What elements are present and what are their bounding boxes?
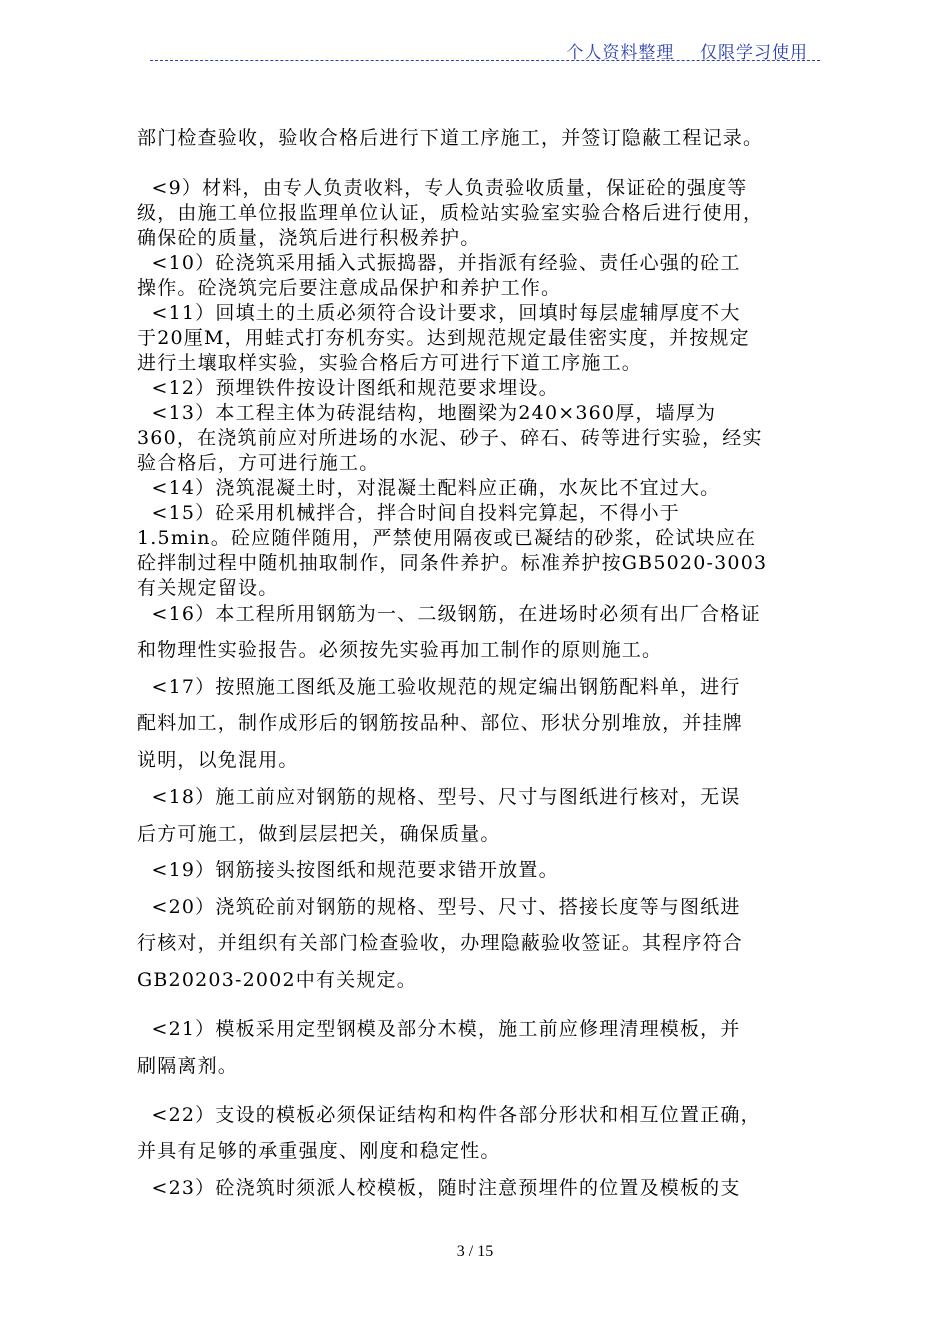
paragraph-line: 1.5min。砼应随伴随用，严禁使用隔夜或已凝结的砂浆，砼试块应在 [137, 527, 757, 549]
paragraph-line: 操作。砼浇筑完后要注意成品保护和养护工作。 [137, 277, 562, 299]
paragraph-line: <23）砼浇筑时须派人校模板，随时注意预埋件的位置及模板的支 [137, 1177, 741, 1199]
paragraph-line: <14）浇筑混凝土时，对混凝土配料应正确，水灰比不宜过大。 [137, 477, 721, 499]
paragraph-line: 砼拌制过程中随机抽取制作，同条件养护。标准养护按GB5020-3003 [137, 552, 768, 574]
paragraph-line: <18）施工前应对钢筋的规格、型号、尺寸与图纸进行核对，无误 [137, 786, 741, 808]
paragraph-line: 刷隔离剂。 [137, 1055, 239, 1077]
paragraph-line: 于20厘M，用蛙式打夯机夯实。达到规范规定最佳密实度，并按规定 [137, 327, 750, 349]
paragraph-line: 确保砼的质量，浇筑后进行积极养护。 [137, 227, 481, 249]
paragraph-line: <21）模板采用定型钢模及部分木模，施工前应修理清理模板，并 [137, 1018, 741, 1040]
paragraph-line: 验合格后，方可进行施工。 [137, 452, 380, 474]
paragraph-line: <9）材料，由专人负责收料，专人负责验收质量，保证砼的强度等 [137, 177, 748, 199]
paragraph-line: 说明，以免混用。 [137, 749, 299, 771]
paragraph-line: 配料加工，制作成形后的钢筋按品种、部位、形状分别堆放，并挂牌 [137, 712, 744, 734]
paragraph-line: 级，由施工单位报监理单位认证，质检站实验室实验合格后进行使用， [137, 202, 764, 224]
paragraph-line: <19）钢筋接头按图纸和规范要求错开放置。 [137, 859, 559, 881]
paragraph-line: <15）砼采用机械拌合，拌合时间自投料完算起，不得小于 [137, 502, 680, 524]
paragraph-line: 行核对，并组织有关部门检查验收，办理隐蔽验收签证。其程序符合 [137, 932, 744, 954]
paragraph-line: <12）预埋铁件按设计图纸和规范要求埋设。 [137, 377, 559, 399]
paragraph-line: 360，在浇筑前应对所进场的水泥、砂子、碎石、砖等进行实验，经实 [137, 427, 763, 449]
paragraph-line: 部门检查验收，验收合格后进行下道工序施工，并签订隐蔽工程记录。 [137, 127, 764, 149]
paragraph-line: 后方可施工，做到层层把关，确保质量。 [137, 823, 501, 845]
paragraph-line: GB20203-2002中有关规定。 [137, 969, 417, 991]
paragraph-line: 和物理性实验报告。必须按先实验再加工制作的原则施工。 [137, 639, 663, 661]
paragraph-line: <16）本工程所用钢筋为一、二级钢筋，在进场时必须有出厂合格证 [137, 603, 761, 625]
paragraph-line: <20）浇筑砼前对钢筋的规格、型号、尺寸、搭接长度等与图纸进 [137, 896, 741, 918]
paragraph-line: 有关规定留设。 [137, 577, 279, 599]
paragraph-line: <11）回填土的土质必须符合设计要求，回填时每层虚辅厚度不大 [137, 302, 741, 324]
header-text: 个人资料整理 仅限学习使用 [566, 43, 808, 63]
paragraph-line: <10）砼浇筑采用插入式振捣器，并指派有经验、责任心强的砼工 [137, 252, 741, 274]
paragraph-line: <22）支设的模板必须保证结构和构件各部分形状和相互位置正确， [137, 1104, 761, 1126]
paragraph-line: <13）本工程主体为砖混结构，地圈梁为240×360厚，墙厚为 [137, 402, 717, 424]
page-header [150, 38, 820, 61]
paragraph-line: <17）按照施工图纸及施工验收规范的规定编出钢筋配料单，进行 [137, 676, 741, 698]
paragraph-line: 进行土壤取样实验，实验合格后方可进行下道工序施工。 [137, 352, 643, 374]
page-number: 3 / 15 [456, 1243, 494, 1260]
paragraph-line: 并具有足够的承重强度、刚度和稳定性。 [137, 1140, 501, 1162]
